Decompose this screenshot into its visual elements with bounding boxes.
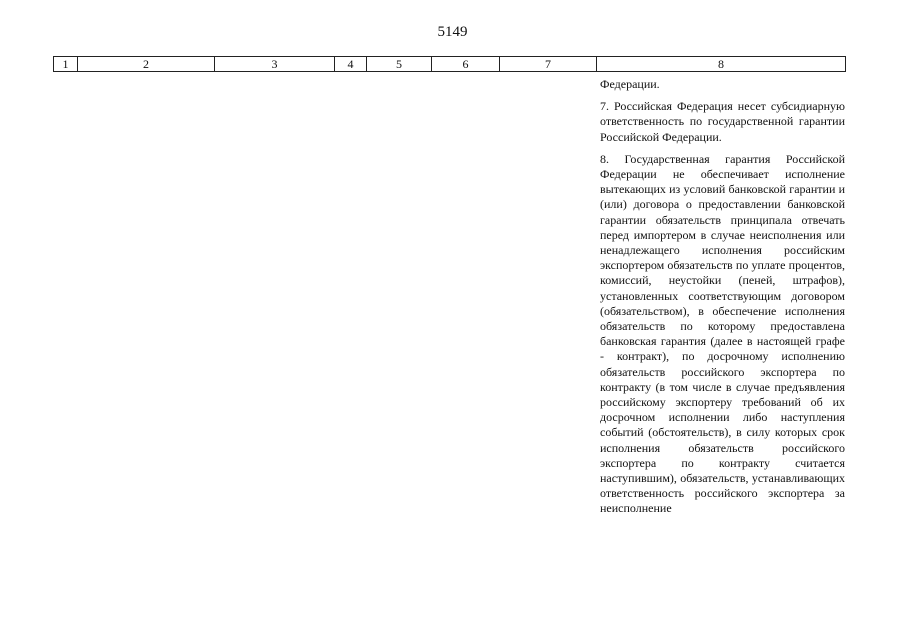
column-header-2: 2 — [78, 57, 215, 72]
column-header-1: 1 — [54, 57, 78, 72]
column-header-4: 4 — [335, 57, 367, 72]
paragraph-7: 7. Российская Федерация несет субсидиарную ответственность по государственной гарантии Российской Федерации. — [600, 99, 845, 144]
paragraph-continuation: Федерации. — [600, 77, 660, 91]
column-header-8: 8 — [597, 57, 846, 72]
column-header-3: 3 — [215, 57, 335, 72]
column-8-text — [600, 77, 845, 523]
column-header-table — [53, 56, 846, 72]
column-header-5: 5 — [367, 57, 432, 72]
column-header-row — [54, 57, 846, 72]
page-number: 5149 — [437, 24, 468, 40]
paragraph-8: 8. Государственная гарантия Российской Федерации не обеспечивает исполнение вытекающих из условий банковской гарантии и (или) договора о предоставлении банковской гарантии обязательств принципала отвечать перед импортером в случае неисполнения или ненадлежащего исполнения российским экспортером обязательств по уплате процентов, комиссий, неустойки (пеней, штрафов), установленных соответствующим договором (обязательством), в обеспечение исполнения обязательств по которому предоставлена банковская гарантия (далее в настоящей графе - контракт), по досрочному исполнению обязательств российского экспортера по контракту (в том числе в случае предъявления российскому экспортеру требований об их досрочном исполнении либо наступления событий (обстоятельств), в силу которых срок исполнения обязательств российского экспортера по контракту считается наступившим), обязательств, устанавливающих ответственность российского экспортера за неисполнение — [600, 151, 845, 516]
column-header-6: 6 — [432, 57, 500, 72]
column-header-7: 7 — [500, 57, 597, 72]
